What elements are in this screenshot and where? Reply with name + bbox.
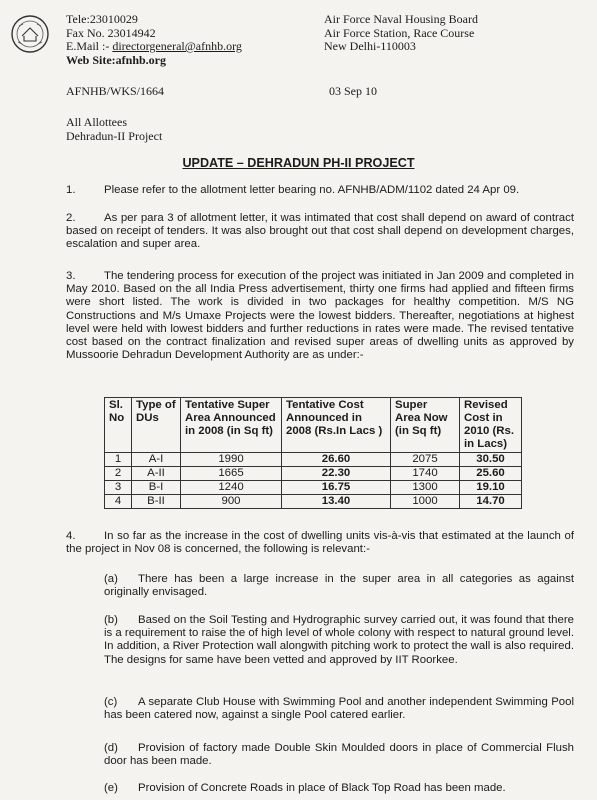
- document-title: UPDATE – DEHRADUN PH-II PROJECT: [182, 156, 415, 170]
- table-cell: 13.40: [282, 495, 391, 509]
- table-cell: 1665: [181, 467, 282, 481]
- table-cell: 1740: [391, 467, 460, 481]
- table-cell: B-II: [132, 495, 181, 509]
- table-cell: 1000: [391, 495, 460, 509]
- table-cell: 22.30: [282, 467, 391, 481]
- table-cell: 16.75: [282, 481, 391, 495]
- paragraph-number: 2.: [66, 212, 76, 224]
- cost-table: [104, 397, 522, 509]
- addressee: [66, 116, 162, 143]
- table-row: [105, 495, 522, 509]
- table-cell: A-I: [132, 453, 181, 467]
- paragraph-number: 4.: [66, 530, 76, 542]
- sub-item-text: A separate Club House with Swimming Pool and another independent Swimming Pool has been catered now, against a single Pool catered earlier.: [104, 696, 574, 722]
- organization-seal-icon: [10, 14, 50, 54]
- column-header: Tentative Super Area Announced in 2008 (in Sq ft): [181, 398, 282, 453]
- paragraph-2: [66, 212, 574, 252]
- table-cell: 30.50: [460, 453, 522, 467]
- column-header: Type of DUs: [132, 398, 181, 453]
- header-organization: [324, 13, 478, 54]
- table-cell: 1: [105, 453, 132, 467]
- sub-item-d: [104, 742, 574, 768]
- sub-item-text: Provision of factory made Double Skin Moulded doors in place of Commercial Flush door has been made.: [104, 742, 574, 768]
- sub-item-label: (e): [104, 782, 118, 794]
- paragraph-text: As per para 3 of allotment letter, it was intimated that cost shall depend on award of contract based on receipt of tenders. It was also brought out that cost shall depend on development charges, escalation and super area.: [66, 212, 574, 251]
- sub-item-label: (a): [104, 573, 118, 585]
- sub-item-label: (b): [104, 614, 118, 626]
- table-cell: 3: [105, 481, 132, 495]
- header-contact: [66, 13, 242, 67]
- table-cell: 1300: [391, 481, 460, 495]
- paragraph-text: In so far as the increase in the cost of dwelling units vis-à-vis that estimated at the launch of the project in Nov 08 is concerned, the following is relevant:-: [66, 530, 574, 556]
- paragraph-text: The tendering process for execution of the project was initiated in Jan 2009 and completed in May 2010. Based on the all India Press advertisement, thirty one firms had applied and fifteen firms were short listed. The work is divided in two packages for healthy competition. M/S NG Constructions and M/s Umaxe Projects were the lowest bidders. Thereafter, negotiations at highest level were held with lowest bidders and further reductions in rates were made. The revised tentative cost based on the contract finalization and revised super areas of dwelling units as approved by Mussoorie Dehradun Development Authority are as under:-: [66, 270, 574, 362]
- column-header: Super Area Now (in Sq ft): [391, 398, 460, 453]
- letter-date: 03 Sep 10: [329, 84, 377, 98]
- sub-item-a: [104, 573, 574, 599]
- paragraph-number: 1.: [66, 184, 76, 196]
- table-cell: 1240: [181, 481, 282, 495]
- website[interactable]: Web Site:afnhb.org: [66, 52, 167, 67]
- table-cell: 1990: [181, 453, 282, 467]
- column-header: Sl. No: [105, 398, 132, 453]
- table-cell: 26.60: [282, 453, 391, 467]
- paragraph-text: Please refer to the allotment letter bearing no. AFNHB/ADM/1102 dated 24 Apr 09.: [104, 184, 520, 196]
- org-address-line-1: Air Force Station, Race Course: [324, 25, 475, 40]
- table-row: [105, 467, 522, 481]
- table-cell: 4: [105, 495, 132, 509]
- sub-item-text: Based on the Soil Testing and Hydrographic survey carried out, it was found that there is a requirement to raise the of high level of whole colony with respect to natural ground level. In addition, a River Protection wall alongwith pitching work to protect the wall is also required. The designs for same have been vetted and approved by IIT Roorkee.: [104, 614, 574, 666]
- table-cell: A-II: [132, 467, 181, 481]
- fax: Fax No. 23014942: [66, 25, 156, 40]
- table-cell: 19.10: [460, 481, 522, 495]
- table-row: [105, 453, 522, 467]
- addressee-line-2: Dehradun-II Project: [66, 128, 163, 143]
- table-cell: 900: [181, 495, 282, 509]
- table-cell: 14.70: [460, 495, 522, 509]
- reference-number: AFNHB/WKS/1664: [66, 84, 165, 98]
- telephone: Tele:23010029: [66, 12, 138, 26]
- sub-item-label: (c): [104, 696, 118, 708]
- table-header-row: [105, 398, 522, 453]
- table-cell: 25.60: [460, 467, 522, 481]
- table-row: [105, 481, 522, 495]
- paragraph-3: [66, 270, 574, 362]
- sub-item-c: [104, 696, 574, 722]
- table-cell: 2: [105, 467, 132, 481]
- addressee-line-1: All Allottees: [66, 115, 127, 129]
- sub-item-label: (d): [104, 742, 118, 754]
- table-cell: 2075: [391, 453, 460, 467]
- sub-item-text: Provision of Concrete Roads in place of Black Top Road has been made.: [138, 782, 506, 794]
- paragraph-1: [66, 184, 550, 197]
- sub-item-b: [104, 614, 574, 667]
- org-address-line-2: New Delhi-110003: [324, 39, 416, 53]
- sub-item-e: [104, 782, 574, 795]
- column-header: Revised Cost in 2010 (Rs. in Lacs): [460, 398, 522, 453]
- sub-item-text: There has been a large increase in the super area in all categories as against originally envisaged.: [104, 573, 574, 599]
- paragraph-number: 3.: [66, 270, 76, 282]
- email[interactable]: E.Mail :- directorgeneral@afnhb.org: [66, 39, 242, 53]
- table-cell: B-I: [132, 481, 181, 495]
- paragraph-4: [66, 530, 574, 556]
- org-name: Air Force Naval Housing Board: [324, 12, 478, 26]
- column-header: Tentative Cost Announced in 2008 (Rs.In Lacs ): [282, 398, 391, 453]
